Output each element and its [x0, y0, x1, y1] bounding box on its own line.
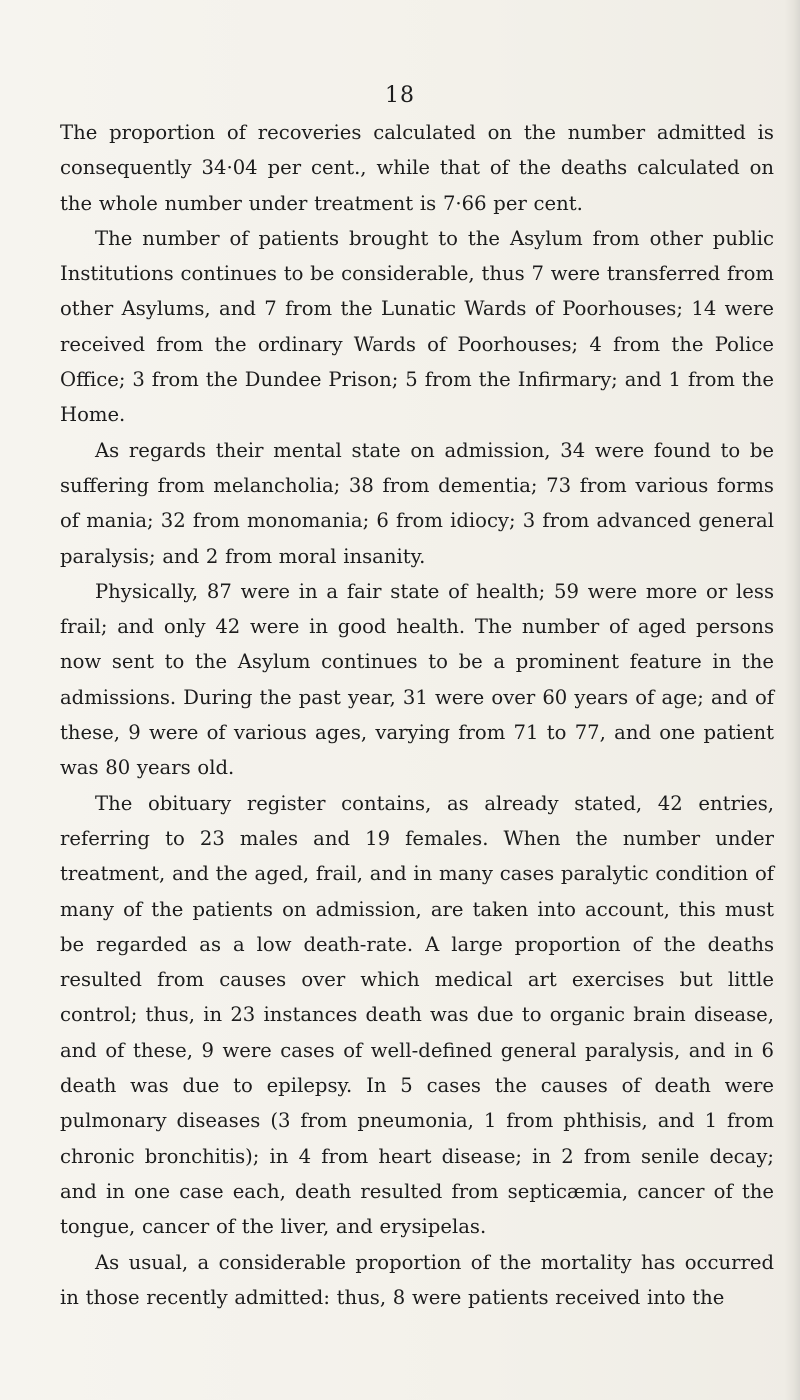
page-number: 18 [385, 83, 415, 108]
paragraph-recoveries: The proportion of recoveries calculated on the number admitted is consequently 34·04 per cent., while that of the deaths calculated on the whole number under treatment is 7·66 per cent. [60, 121, 774, 215]
paragraph-mental-state: As regards their mental state on admission, 34 were found to be suffering from melancholia; 38 from dementia; 73 from various forms of mania; 32 from monomania; 6 from idiocy; 3 from advanced general paralysis; and 2 from moral insanity. [60, 438, 774, 568]
page-edge-shadow [784, 0, 800, 1400]
paragraph-obituary: The obituary register contains, as already stated, 42 entries, referring to 23 males and 19 females. When the number under treatment, and the aged, frail, and in many cases paralytic condition of many of the patients on admission, are taken into account, this must be regarded as a low death-rate. A large proportion of the deaths resulted from causes over which medical art exercises but little control; thus, in 23 instances death was due to organic brain disease, and of these, 9 were cases of well-defined general paralysis, and in 6 death was due to epilepsy. In 5 cases the causes of death were pulmonary diseases (3 from pneumonia, 1 from phthisis, and 1 from chronic bronchitis); in 4 from heart disease; in 2 from senile decay; and in one case each, death resulted from septicæmia, cancer of the tongue, cancer of the liver, and erysipelas. [60, 791, 774, 1239]
paragraph-mortality: As usual, a considerable proportion of the mortality has occurred in those recently admitted: thus, 8 were patients received into the [60, 1250, 774, 1309]
paragraph-physical-state: Physically, 87 were in a fair state of health; 59 were more or less frail; and only 42 were in good health. The number of aged persons now sent to the Asylum continues to be a prominent feature in the admissions. During the past year, 31 were over 60 years of age; and of these, 9 were of various ages, varying from 71 to 77, and one patient was 80 years old. [60, 579, 774, 780]
body-text [60, 115, 774, 1315]
paragraph-transfers: The number of patients brought to the Asylum from other public Institutions continues to be considerable, thus 7 were transferred from other Asylums, and 7 from the Lunatic Wards of Poorhouses; 14 were received from the ordinary Wards of Poorhouses; 4 from the Police Office; 3 from the Dundee Prison; 5 from the Infirmary; and 1 from the Home. [60, 226, 774, 427]
